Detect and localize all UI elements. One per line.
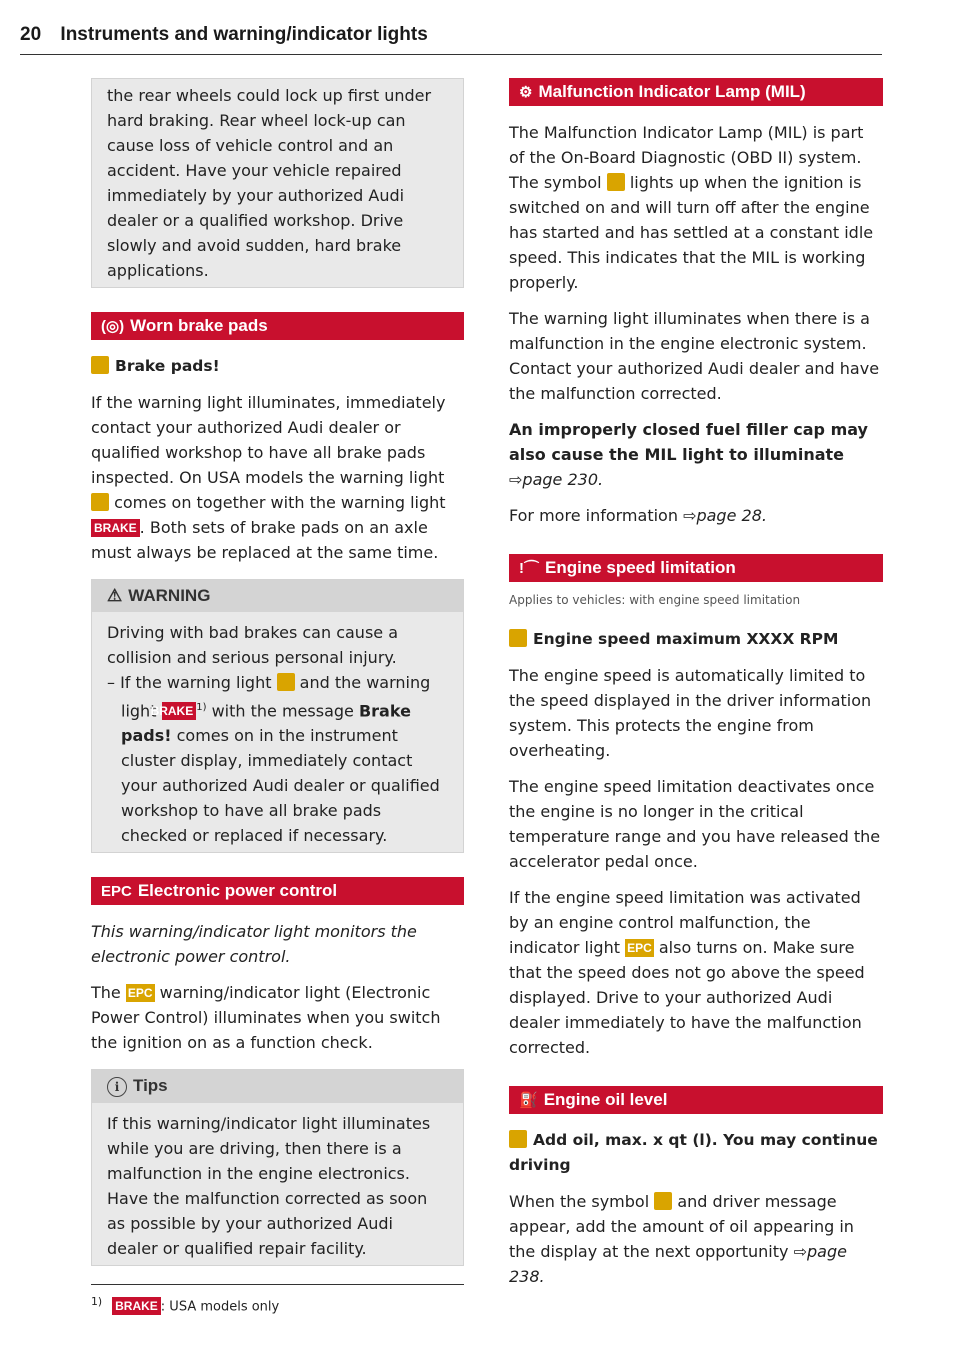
epc-indicator-icon: EPC (627, 941, 652, 955)
brake-pad-warning-icon (91, 356, 109, 374)
epc-icon: EPC (101, 883, 132, 901)
mil-paragraph-4: For more information ⇨page 28. (509, 506, 767, 525)
mil-heading: ⚙ Malfunction Indicator Lamp (MIL) (509, 78, 883, 106)
speed-paragraph-3: If the engine speed limitation was activated by an engine control malfunction, the indicator light EPC also turns on. Make sure that the speed does not go above the speed displayed. Drive to your authorized Audi dealer immediately to have the malfunction corrected. (509, 888, 865, 1057)
engine-speed-heading: !⌒ Engine speed limitation (509, 554, 883, 582)
warning-heading: ⚠ WARNING (92, 580, 463, 612)
brake-pad-icon: (◎) (101, 318, 125, 335)
warning-list (107, 670, 448, 848)
oil-warning-icon (654, 1192, 672, 1210)
intro-box-text: the rear wheels could lock up first under hard braking. Rear wheel lock-up can cause loss of vehicle control and an accident. Have your vehicle repaired immediately by your authorized Audi dealer or a qualified workshop. Drive slowly and avoid sudden, hard brake applications. (107, 86, 432, 280)
page-number: 20 (20, 24, 42, 45)
right-column (509, 78, 883, 1300)
intro-warning-box (91, 78, 464, 288)
tips-box (91, 1069, 464, 1266)
brake-warning-badge: BRAKE (162, 702, 197, 720)
left-column (91, 78, 464, 1315)
brake-warning-badge: BRAKE (112, 1297, 161, 1315)
epc-heading: EPC Electronic power control (91, 877, 464, 905)
mil-paragraph-3: An improperly closed fuel filler cap may also cause the MIL light to illuminate ⇨page 230. (509, 420, 868, 489)
epc-indicator-icon: EPC (127, 986, 153, 1001)
engine-oil-subheading: Add oil, max. x qt (l). You may continue driving (509, 1131, 878, 1174)
footnote: $^{1)}$ BRAKE : USA models only (91, 1284, 464, 1314)
brake-warning-badge: BRAKE (91, 519, 140, 537)
list-item: – If the warning light and the warning light BRAKE $^{1)}$ with the message Brake pads! comes on in the instrument cluster display, immediately contact your authorized Audi dealer or qualified workshop to have all brake pads checked or replaced if necessary. (107, 673, 440, 846)
page-header (20, 24, 882, 55)
oil-can-icon: ⛽ (519, 1092, 538, 1109)
worn-brake-pads-heading: (◎) Worn brake pads (91, 312, 464, 340)
worn-pads-paragraph: If the warning light illuminates, immediately contact your authorized Audi dealer or qualified workshop to have all brake pads inspected. On USA models the warning light comes on together with the warning light BRAKE . Both sets of brake pads on an axle must always be replaced at the same time. (91, 393, 446, 562)
page-reference-link[interactable]: ⇨page 238. (509, 1242, 847, 1286)
epc-paragraph: The EPC warning/indicator light (Electronic Power Control) illuminates when you switch the ignition on as a function check. (91, 983, 441, 1053)
tips-text: If this warning/indicator light illuminates while you are driving, then there is a malfunction in the engine electronics. Have the malfunction corrected as soon as possible by your authorized Audi dealer or qualified repair facility. (107, 1114, 431, 1259)
engine-icon: ⚙ (519, 84, 533, 101)
page-reference-link[interactable]: ⇨page 28. (683, 506, 767, 525)
epc-intro: This warning/indicator light monitors the electronic power control. (91, 922, 417, 967)
oil-paragraph: When the symbol and driver message appear, add the amount of oil appearing in the display at the next opportunity ⇨page 238. (509, 1192, 854, 1286)
speed-paragraph-2: The engine speed limitation deactivates once the engine is no longer in the critical temperature range and you have released the accelerator pedal once. (509, 777, 881, 871)
engine-speed-subheading: Engine speed maximum XXXX RPM (509, 627, 883, 652)
mil-paragraph-2: The warning light illuminates when there is a malfunction in the engine electronic system. Contact your authorized Audi dealer and have the malfunction corrected. (509, 309, 880, 403)
brake-pad-warning-icon (91, 493, 109, 511)
warning-text: Driving with bad brakes can cause a collision and serious personal injury. (107, 623, 399, 667)
engine-warning-icon (607, 173, 625, 191)
engine-oil-heading: ⛽ Engine oil level (509, 1086, 883, 1114)
brake-pads-subheading: Brake pads! (91, 354, 464, 379)
speed-limit-icon: !⌒ (519, 560, 539, 577)
applies-note: Applies to vehicles: with engine speed limitation (509, 593, 801, 607)
speed-paragraph-1: The engine speed is automatically limited to the speed displayed in the driver information system. This protects the engine from overheating. (509, 666, 872, 760)
mil-paragraph-1: The Malfunction Indicator Lamp (MIL) is part of the On-Board Diagnostic (OBD II) system. The symbol lights up when the ignition is switched on and will turn off after the engine has started and has settled at a constant idle speed. This indicates that the MIL is working properly. (509, 123, 874, 292)
page-reference-link[interactable]: ⇨page 230. (509, 470, 604, 489)
oil-warning-icon (509, 1130, 527, 1148)
speed-limit-warning-icon (509, 629, 527, 647)
warning-box (91, 579, 464, 853)
tips-heading: i Tips (92, 1070, 463, 1103)
info-icon: i (107, 1077, 127, 1097)
brake-pad-warning-icon (277, 673, 295, 691)
chapter-title: Instruments and warning/indicator lights (60, 24, 428, 45)
warning-triangle-icon: ⚠ (107, 586, 123, 605)
